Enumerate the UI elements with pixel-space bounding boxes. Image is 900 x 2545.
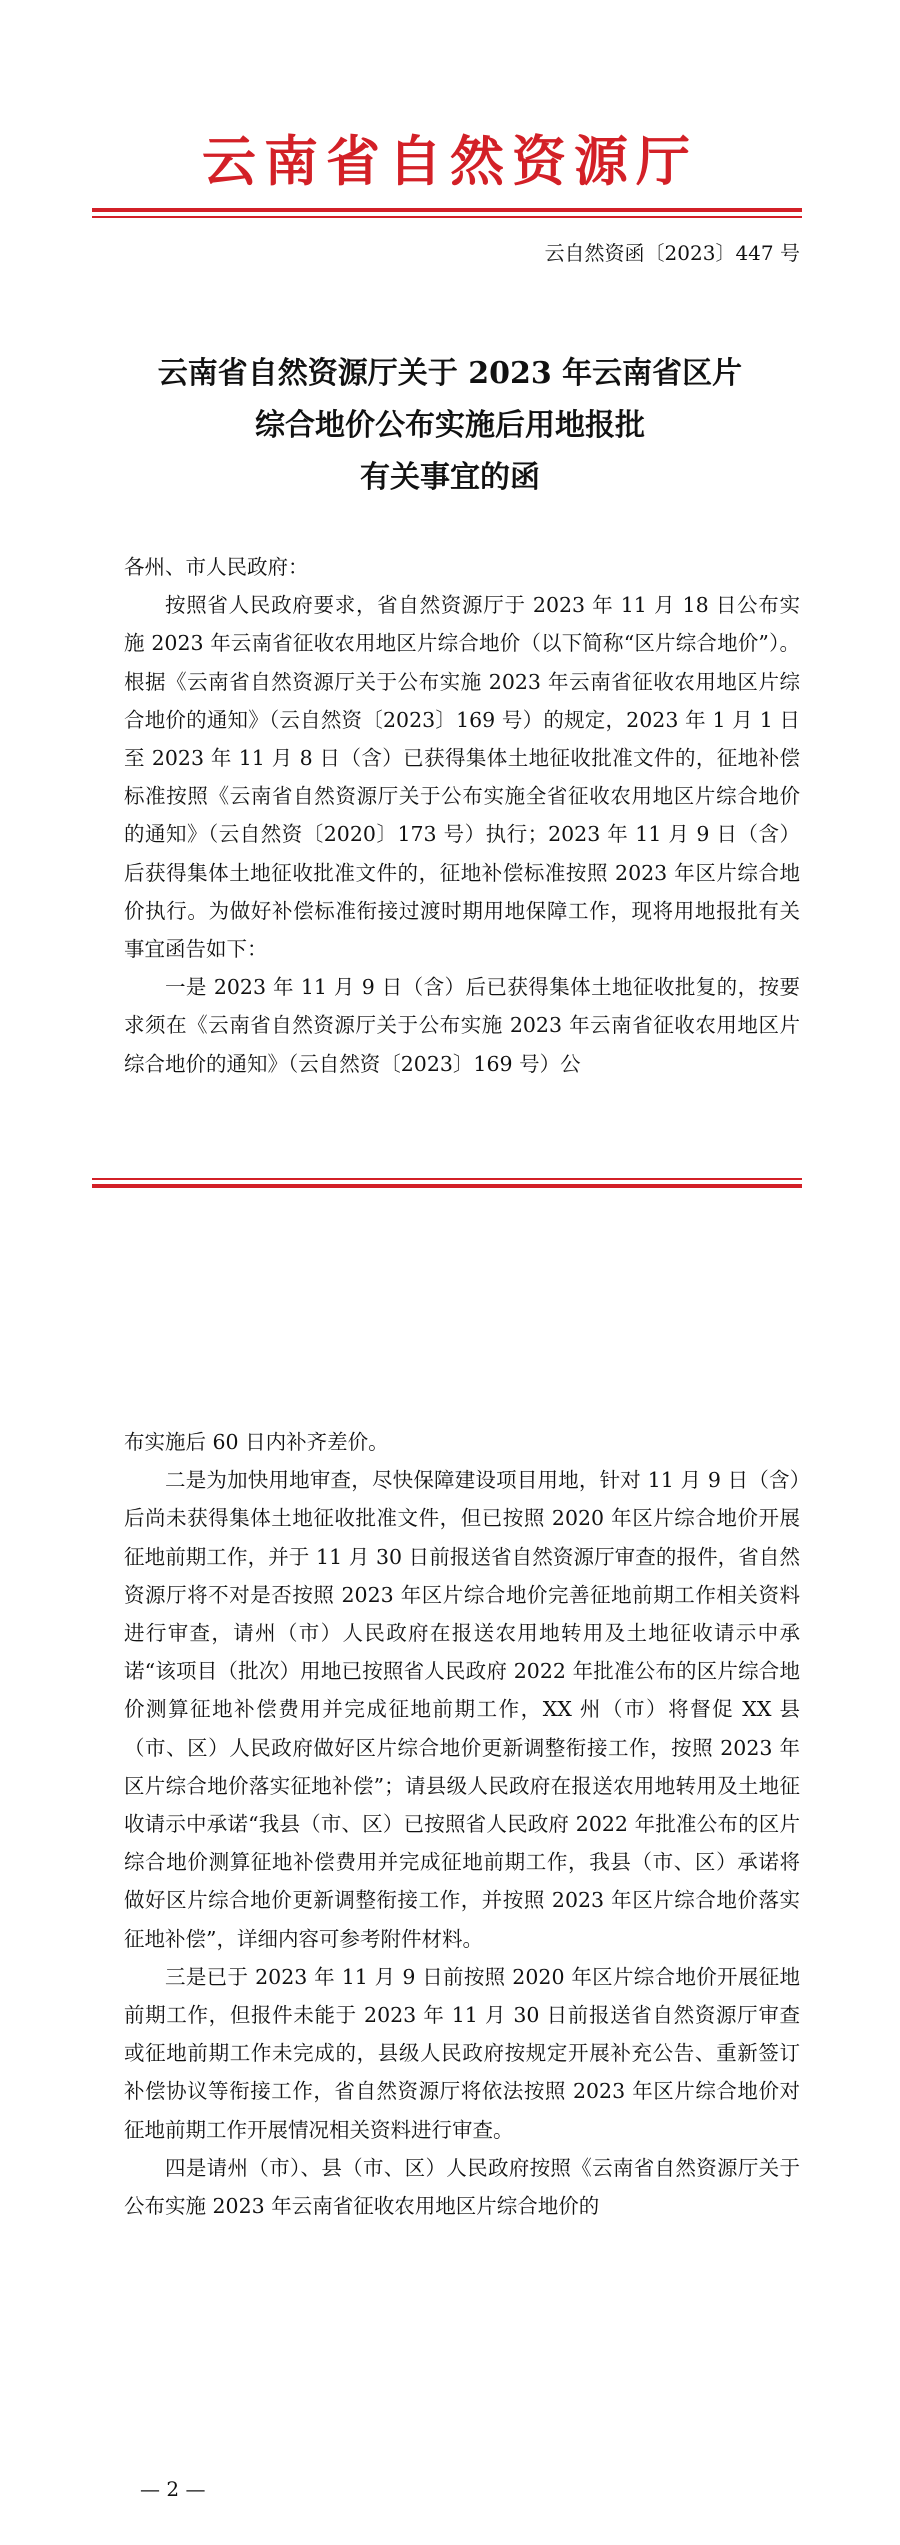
footer-red-rule-thick [92,1184,802,1188]
page-2-body [124,1423,800,2225]
paragraph-two: 二是为加快用地审查，尽快保障建设项目用地，针对 11 月 9 日（含）后尚未获得集体土地征收批准文件，但已按照 2020 年区片综合地价开展征地前期工作，并于 11 月 30 日前报送省自然资源厅审查的报件，省自然资源厅将不对是否按照 2023 年区片综合地价完善征地前期工作相关资料进行审查，请州（市）人民政府在报送农用地转用及土地征收请示中承诺“该项目（批次）用地已按照省人民政府 2022 年批准公布的区片综合地价测算征地补偿费用并完成征地前期工作，XX 州（市）将督促 XX 县（市、区）人民政府做好区片综合地价更新调整衔接工作，按照 2023 年区片综合地价落实征地补偿”；请县级人民政府在报送农用地转用及土地征收请示中承诺“我县（市、区）已按照省人民政府 2022 年批准公布的区片综合地价测算征地补偿费用并完成征地前期工作，我县（市、区）承诺将做好区片综合地价更新调整衔接工作，并按照 2023 年区片综合地价落实征地补偿”，详细内容可参考附件材料。 [124,1468,800,1951]
title-line-3: 有关事宜的函 [360,460,540,495]
document-number: 云自然资函〔2023〕447 号 [544,241,800,265]
paragraph-one-start: 一是 2023 年 11 月 9 日（含）后已获得集体土地征收批复的，按要求须在《云南省自然资源厅关于公布实施 2023 年云南省征收农用地区片综合地价的通知》（云自然资〔2023〕169 号）公 [124,975,800,1076]
page-number: — 2 — [140,2477,206,2501]
paragraph-three: 三是已于 2023 年 11 月 9 日前按照 2020 年区片综合地价开展征地前期工作，但报件未能于 2023 年 11 月 30 日前报送省自然资源厅审查或征地前期工作未完成的，县级人民政府按规定开展补充公告、重新签订补偿协议等衔接工作，省自然资源厅将依法按照 2023 年区片综合地价对征地前期工作开展情况相关资料进行审查。 [124,1964,800,2142]
paragraph-one-end: 布实施后 60 日内补齐差价。 [124,1430,389,1454]
header-red-rule-thin [92,216,802,218]
page-1-body [124,548,800,1083]
paragraph-intro: 按照省人民政府要求，省自然资源厅于 2023 年 11 月 18 日公布实施 2023 年云南省征收农用地区片综合地价（以下简称“区片综合地价”）。根据《云南省自然资源厅关于公布实施 2023 年云南省征收农用地区片综合地价的通知》（云自然资〔2023〕169 号）的规定，2023 年 1 月 1 日至 2023 年 11 月 8 日（含）已获得集体土地征收批准文件的，征地补偿标准按照《云南省自然资源厅关于公布实施全省征收农用地区片综合地价的通知》（云自然资〔2020〕173 号）执行；2023 年 11 月 9 日（含）后获得集体土地征收批准文件的，征地补偿标准按照 2023 年区片综合地价执行。为做好补偿标准衔接过渡时期用地保障工作，现将用地报批有关事宜函告如下： [124,593,800,962]
title-line-1: 云南省自然资源厅关于 2023 年云南省区片 [157,356,743,391]
header-red-rule-thick [92,208,802,212]
footer-red-rule-thin [92,1178,802,1180]
document-title [0,348,900,504]
agency-header-title: 云南省自然资源厅 [202,129,698,193]
paragraph-four-start: 四是请州（市）、县（市、区）人民政府按照《云南省自然资源厅关于公布实施 2023 年云南省征收农用地区片综合地价的 [124,2155,800,2219]
salutation: 各州、市人民政府： [124,555,309,579]
title-line-2: 综合地价公布实施后用地报批 [255,408,645,443]
